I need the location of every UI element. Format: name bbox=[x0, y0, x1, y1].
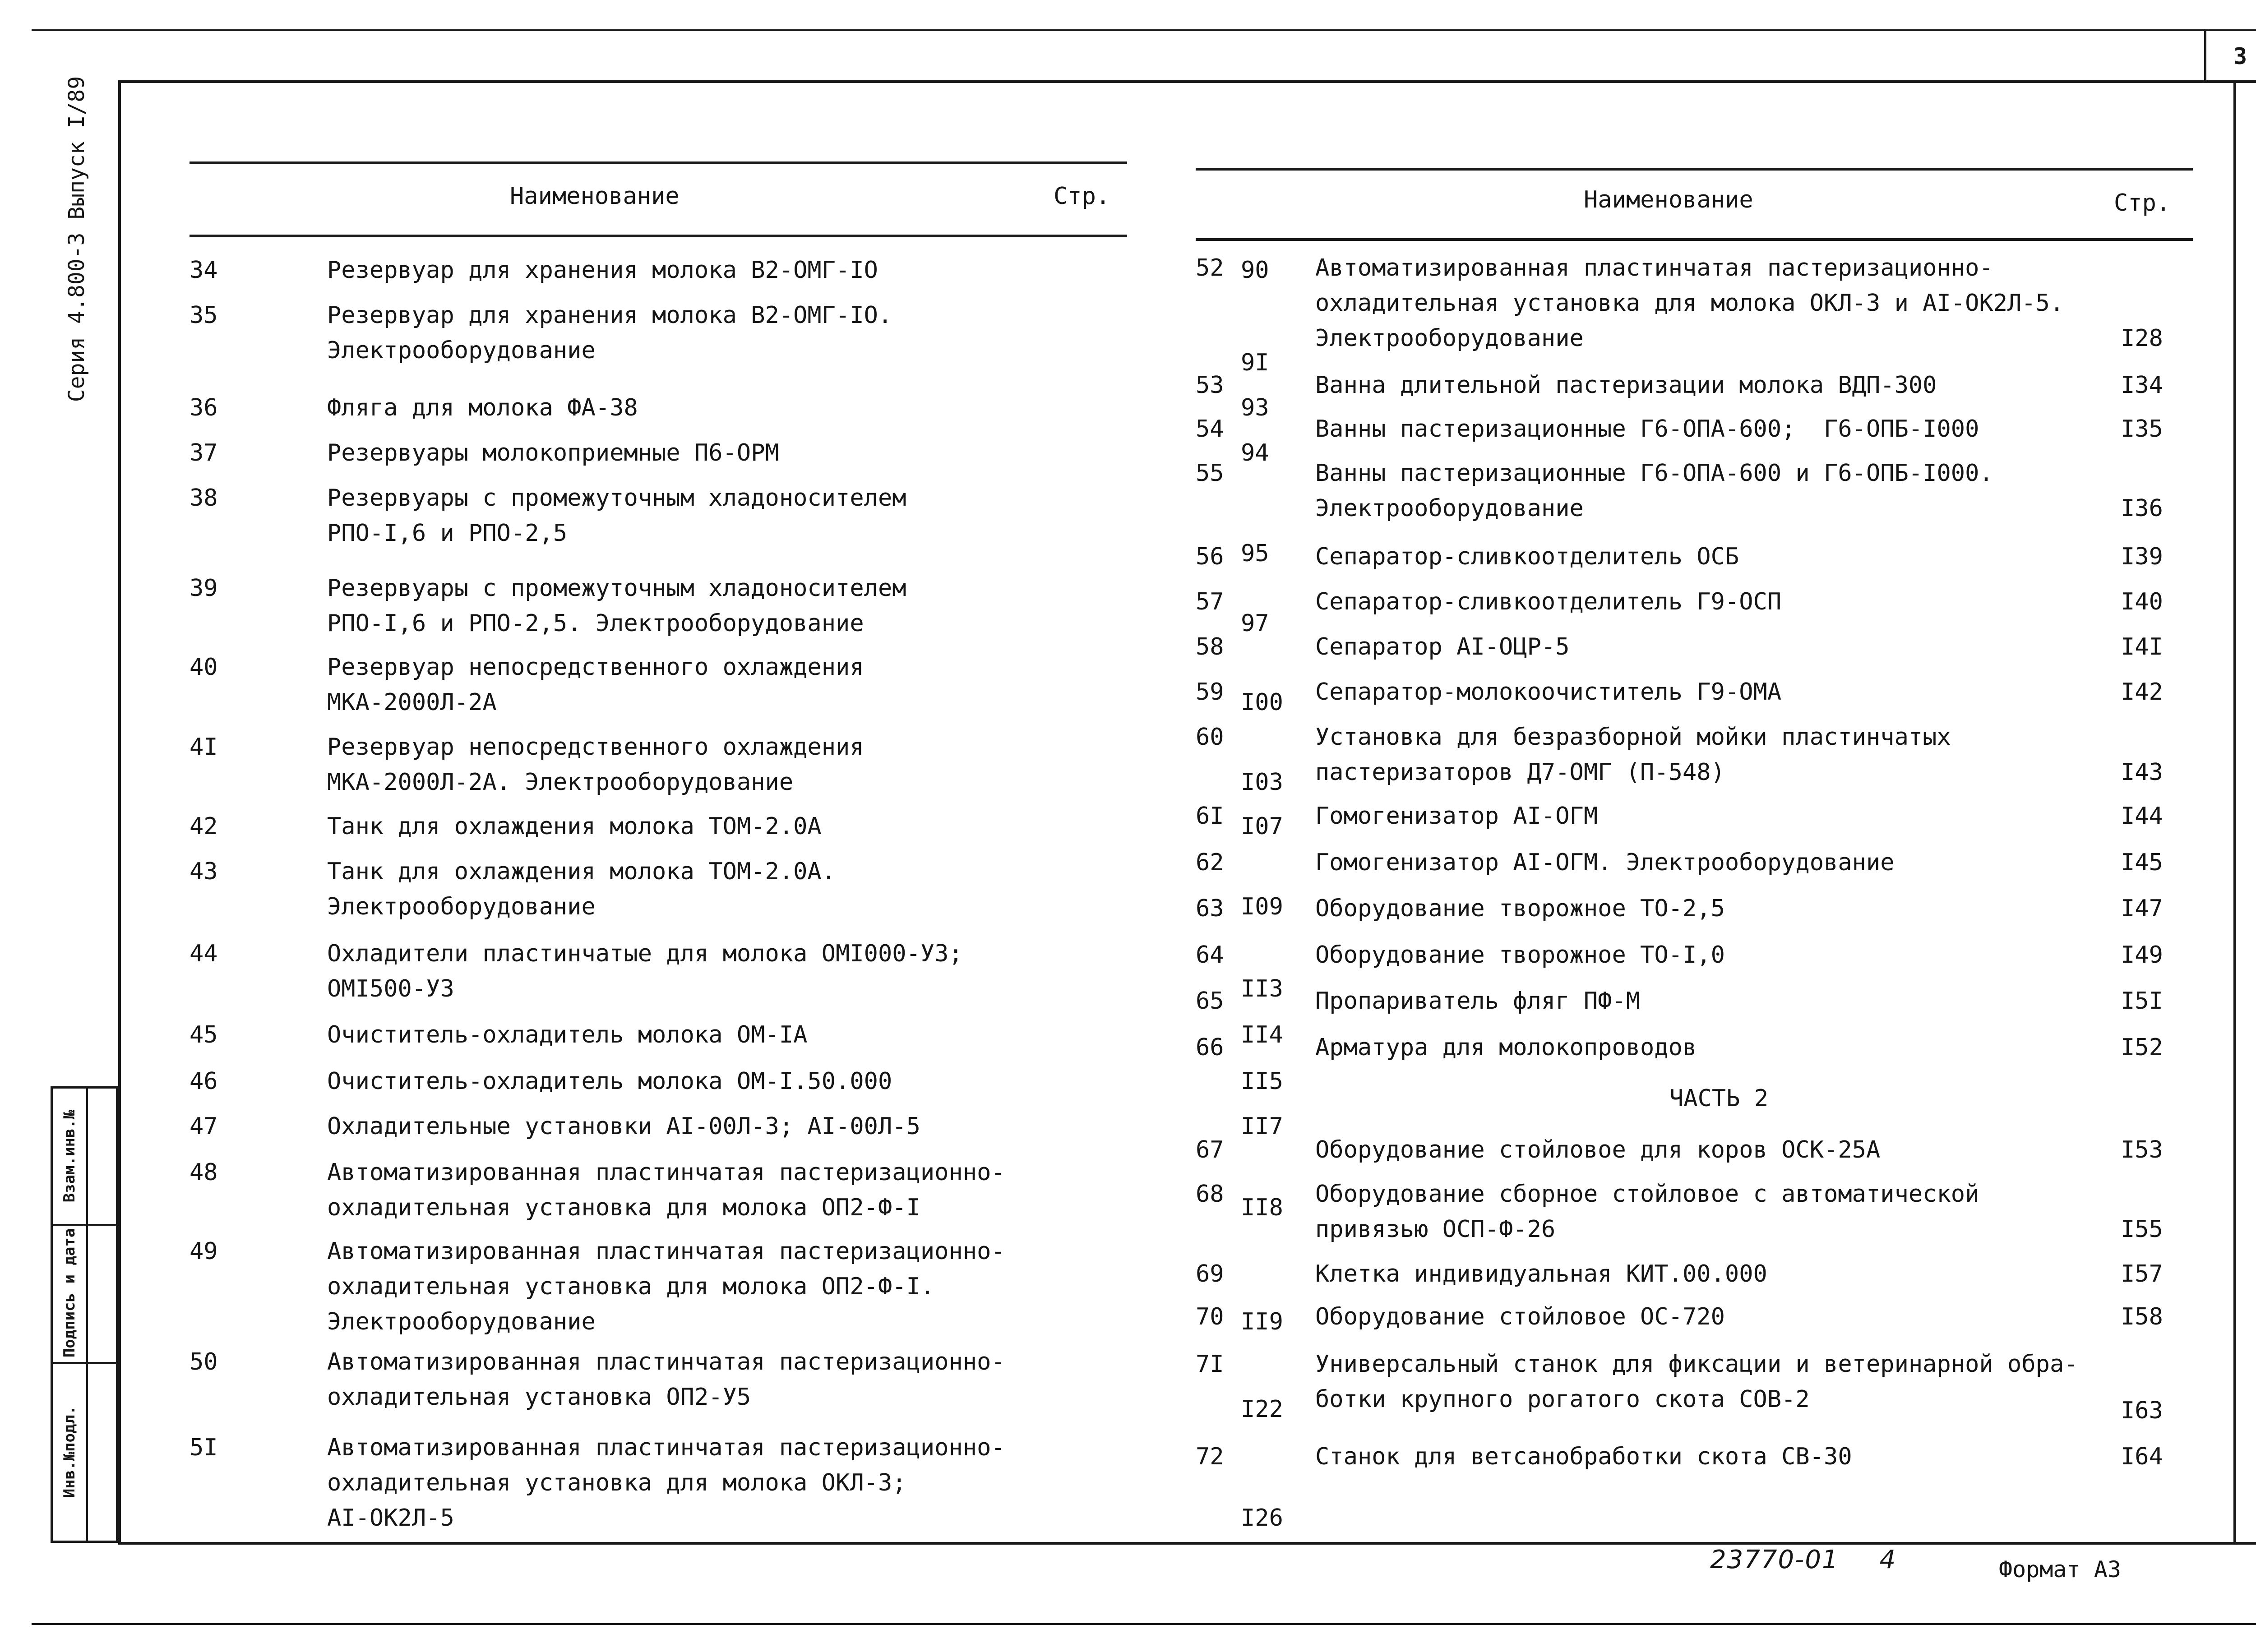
entry-number: 54 bbox=[1196, 415, 1224, 443]
entry-page: I53 bbox=[2121, 1136, 2163, 1163]
entry-title: Резервуар для хранения молока В2-ОМГ-IO. Электрооборудование bbox=[327, 302, 892, 364]
entry-number: 62 bbox=[1196, 849, 1224, 876]
entry-page: I34 bbox=[2121, 372, 2163, 399]
entry-title: Резервуары с промежуточным хладоносителем РПО-I,6 и РПО-2,5 bbox=[327, 485, 906, 547]
entry-page: I26 bbox=[1241, 1504, 1283, 1532]
entry-title: Ванны пастеризационные Г6-ОПА-600; Г6-ОПБ-I000 bbox=[1315, 415, 1979, 443]
entry-title: Станок для ветсанобработки скота СВ-30 bbox=[1315, 1443, 1852, 1470]
entry-title: Сепаратор-молокоочиститель Г9-ОМА bbox=[1315, 678, 1782, 706]
right-header-bottom-rule bbox=[1196, 238, 2193, 241]
right-header-name: Наименование bbox=[1584, 186, 1753, 213]
right-entry-55 bbox=[1196, 456, 2193, 526]
right-entry-59 bbox=[1196, 674, 2193, 710]
entry-page: 90 bbox=[1241, 257, 1269, 284]
entry-title: Охладительные установки АI-00Л-3; АI-00Л-5 bbox=[327, 1113, 920, 1140]
entry-page: II7 bbox=[1241, 1113, 1283, 1140]
entry-title: Сепаратор-сливкоотделитель Г9-ОСП bbox=[1315, 588, 1782, 615]
entry-title: Танк для охлаждения молока ТОМ-2.0А bbox=[327, 813, 822, 840]
entry-page: 9I bbox=[1241, 349, 1269, 376]
page-number: 3 bbox=[2233, 43, 2247, 69]
entry-title: Резервуары молокоприемные П6-ОРМ bbox=[327, 439, 779, 466]
entry-number: 68 bbox=[1196, 1181, 1224, 1208]
entry-title: Очиститель-охладитель молока ОМ-I.50.000 bbox=[327, 1068, 892, 1095]
entry-number: 60 bbox=[1196, 724, 1224, 751]
entry-number: 50 bbox=[190, 1348, 218, 1375]
entry-number: 42 bbox=[190, 813, 218, 840]
stamp-label-archive: Взам.инв.№ bbox=[60, 1110, 79, 1203]
stamp-label-original: Инв.№подл. bbox=[60, 1405, 79, 1498]
entry-page: I03 bbox=[1241, 769, 1283, 796]
entry-page: II3 bbox=[1241, 975, 1283, 1002]
right-entry-63 bbox=[1196, 891, 2193, 926]
right-entry-62 bbox=[1196, 845, 2193, 880]
entry-number: 53 bbox=[1196, 372, 1224, 399]
stamp-label-signature: Подпись и дата bbox=[60, 1228, 79, 1358]
entry-title: Автоматизированная пластинчатая пастеризационно- охладительная установка для молока ОКЛ-3 и АI-ОК2Л-5. Электрооборудование bbox=[1315, 254, 2064, 352]
entry-number: 70 bbox=[1196, 1303, 1224, 1330]
entry-page: I4I bbox=[2121, 633, 2163, 660]
entry-number: 43 bbox=[190, 858, 218, 885]
entry-page: I63 bbox=[2121, 1397, 2163, 1424]
entry-title: Сепаратор-сливкоотделитель ОСБ bbox=[1315, 543, 1739, 570]
right-entry-60 bbox=[1196, 720, 2193, 790]
entry-title: Танк для охлаждения молока ТОМ-2.0А. Электрооборудование bbox=[327, 858, 836, 920]
left-entry-35 bbox=[190, 298, 1269, 376]
entry-title: Автоматизированная пластинчатая пастеризационно- охладительная установка ОП2-У5 bbox=[327, 1348, 1005, 1411]
entry-title: Гомогенизатор АI-ОГМ bbox=[1315, 803, 1598, 830]
entry-title: Оборудование сборное стойловое с автоматической привязью ОСП-Ф-26 bbox=[1315, 1181, 1979, 1243]
entry-number: 6I bbox=[1196, 803, 1224, 830]
right-entry-56 bbox=[1196, 539, 2193, 574]
right-entry-57 bbox=[1196, 584, 2193, 619]
entry-title: Сепаратор АI-ОЦР-5 bbox=[1315, 633, 1570, 660]
entry-page: I07 bbox=[1241, 813, 1283, 840]
entry-number: 52 bbox=[1196, 254, 1224, 281]
right-entry-65 bbox=[1196, 983, 2193, 1019]
entry-title: Арматура для молокопроводов bbox=[1315, 1034, 1697, 1061]
entry-page: I42 bbox=[2121, 678, 2163, 706]
entry-number: 37 bbox=[190, 439, 218, 466]
sheet-number: 4 bbox=[1879, 1545, 1897, 1574]
entry-number: 45 bbox=[190, 1021, 218, 1048]
entry-title: Ванна длительной пастеризации молока ВДП-300 bbox=[1315, 372, 1937, 399]
entry-number: 65 bbox=[1196, 988, 1224, 1015]
right-entry-72 bbox=[1196, 1439, 2193, 1474]
right-entry-67 bbox=[1196, 1132, 2193, 1167]
entry-number: 5I bbox=[190, 1434, 218, 1461]
entry-title: Оборудование стойловое ОС-720 bbox=[1315, 1303, 1725, 1330]
entry-number: 64 bbox=[1196, 941, 1224, 969]
entry-number: 47 bbox=[190, 1113, 218, 1140]
entry-page: I5I bbox=[2121, 988, 2163, 1015]
right-entry-7I bbox=[1196, 1347, 2193, 1424]
frame-bottom bbox=[118, 1542, 2256, 1545]
entry-number: 35 bbox=[190, 302, 218, 329]
entry-page: I58 bbox=[2121, 1303, 2163, 1330]
entry-page: I52 bbox=[2121, 1034, 2163, 1061]
entry-title: Установка для безразборной мойки пластинчатых пастеризаторов Д7-ОМГ (П-548) bbox=[1315, 724, 1951, 786]
entry-title: Фляга для молока ФА-38 bbox=[327, 394, 638, 421]
entry-number: 40 bbox=[190, 654, 218, 681]
entry-title: Оборудование стойловое для коров ОСК-25А bbox=[1315, 1136, 1881, 1163]
entry-title: Ванны пастеризационные Г6-ОПА-600 и Г6-ОПБ-I000. Электрооборудование bbox=[1315, 460, 1993, 522]
entry-page: I57 bbox=[2121, 1260, 2163, 1287]
left-header-page: Стр. bbox=[1054, 183, 1110, 210]
stamp-block bbox=[51, 1086, 118, 1543]
entry-number: 72 bbox=[1196, 1443, 1224, 1470]
entry-number: 59 bbox=[1196, 678, 1224, 706]
entry-number: 67 bbox=[1196, 1136, 1224, 1163]
entry-page: I43 bbox=[2121, 759, 2163, 786]
entry-title: Автоматизированная пластинчатая пастеризационно- охладительная установка для молока ОП2-Ф-I. Электрооборудование bbox=[327, 1238, 1005, 1335]
entry-number: 48 bbox=[190, 1159, 218, 1186]
frame-right bbox=[2233, 80, 2236, 1545]
left-header-name: Наименование bbox=[510, 183, 680, 210]
entry-title: Автоматизированная пластинчатая пастеризационно- охладительная установка для молока ОКЛ-3; АI-ОК2Л-5 bbox=[327, 1434, 1005, 1532]
entry-page: 93 bbox=[1241, 394, 1269, 421]
entry-number: 49 bbox=[190, 1238, 218, 1265]
right-entry-6I bbox=[1196, 798, 2193, 834]
entry-page: I55 bbox=[2121, 1216, 2163, 1243]
right-entry-54 bbox=[1196, 411, 2193, 447]
entry-number: 36 bbox=[190, 394, 218, 421]
right-header-page: Стр. bbox=[2114, 189, 2171, 217]
footer-doc-number bbox=[1710, 1545, 1896, 1574]
entry-page: I45 bbox=[2121, 849, 2163, 876]
entry-title: Резервуар непосредственного охлаждения МКА-2000Л-2А bbox=[327, 654, 864, 716]
paper-format: Формат А3 bbox=[1999, 1556, 2121, 1583]
entry-page: I64 bbox=[2121, 1443, 2163, 1470]
entry-number: 39 bbox=[190, 575, 218, 602]
entry-number: 69 bbox=[1196, 1260, 1224, 1287]
entry-page: II4 bbox=[1241, 1021, 1283, 1048]
series-label bbox=[50, 50, 104, 429]
part-2-heading: ЧАСТЬ 2 bbox=[1669, 1085, 1769, 1112]
right-entry-70 bbox=[1196, 1299, 2193, 1334]
right-header-top-rule bbox=[1196, 168, 2193, 171]
frame-top bbox=[118, 80, 2256, 83]
entry-number: 7I bbox=[1196, 1351, 1224, 1378]
entry-number: 57 bbox=[1196, 588, 1224, 615]
entry-page: II8 bbox=[1241, 1194, 1283, 1221]
entry-page: 95 bbox=[1241, 540, 1269, 567]
right-entry-64 bbox=[1196, 937, 2193, 973]
entry-page: I09 bbox=[1241, 893, 1283, 920]
entry-title: Универсальный станок для фиксации и ветеринарной обра- ботки крупного рогатого скота СОВ-2 bbox=[1315, 1351, 2078, 1413]
entry-number: 56 bbox=[1196, 543, 1224, 570]
entry-title: Пропариватель фляг ПФ-М bbox=[1315, 988, 1641, 1015]
right-entry-69 bbox=[1196, 1256, 2193, 1292]
entry-title: Резервуары с промежуточным хладоносителем РПО-I,6 и РПО-2,5. Электрооборудование bbox=[327, 575, 906, 637]
entry-number: 44 bbox=[190, 940, 218, 967]
entry-title: Автоматизированная пластинчатая пастеризационно- охладительная установка для молока ОП2-Ф-I bbox=[327, 1159, 1005, 1221]
right-entry-53 bbox=[1196, 368, 2193, 403]
right-entry-52 bbox=[1196, 250, 2193, 356]
left-header-bottom-rule bbox=[190, 235, 1127, 237]
left-entry-46 bbox=[190, 1064, 1283, 1099]
bottom-outer-rule bbox=[32, 1623, 2256, 1625]
entry-number: 58 bbox=[1196, 633, 1224, 660]
entry-page: I22 bbox=[1241, 1396, 1283, 1423]
frame-left bbox=[118, 80, 121, 1545]
entry-title: Очиститель-охладитель молока ОМ-IА bbox=[327, 1021, 808, 1048]
entry-page: I47 bbox=[2121, 895, 2163, 922]
entry-page: I40 bbox=[2121, 588, 2163, 615]
entry-page: I39 bbox=[2121, 543, 2163, 570]
entry-page: II5 bbox=[1241, 1068, 1283, 1095]
entry-title: Оборудование творожное ТО-I,0 bbox=[1315, 941, 1725, 969]
entry-number: 46 bbox=[190, 1068, 218, 1095]
entry-page: I28 bbox=[2121, 325, 2163, 352]
entry-page: I35 bbox=[2121, 415, 2163, 443]
top-outer-rule bbox=[32, 29, 2256, 31]
left-entry-37 bbox=[190, 435, 1269, 471]
entry-page: I49 bbox=[2121, 941, 2163, 969]
entry-page: II9 bbox=[1241, 1308, 1283, 1335]
entry-page: I44 bbox=[2121, 803, 2163, 830]
entry-number: 34 bbox=[190, 257, 218, 284]
entry-number: 63 bbox=[1196, 895, 1224, 922]
entry-number: 55 bbox=[1196, 460, 1224, 487]
left-header-top-rule bbox=[190, 162, 1127, 164]
left-entry-36 bbox=[190, 390, 1269, 425]
entry-title: Оборудование творожное ТО-2,5 bbox=[1315, 895, 1725, 922]
entry-number: 38 bbox=[190, 485, 218, 512]
entry-number: 66 bbox=[1196, 1034, 1224, 1061]
entry-title: Клетка индивидуальная КИТ.00.000 bbox=[1315, 1260, 1767, 1287]
doc-number: 23770-01 bbox=[1710, 1545, 1839, 1574]
left-entry-47 bbox=[190, 1109, 1283, 1144]
right-entry-66 bbox=[1196, 1030, 2193, 1065]
entry-page: 97 bbox=[1241, 610, 1269, 637]
series-text: Серия 4.800-3 Выпуск I/89 bbox=[64, 76, 89, 402]
right-entry-68 bbox=[1196, 1177, 2193, 1247]
entry-page: I00 bbox=[1241, 689, 1283, 716]
entry-title: Охладители пластинчатые для молока ОМI000-У3; ОМI500-У3 bbox=[327, 940, 963, 1002]
entry-number: 4I bbox=[190, 734, 218, 761]
entry-title: Резервуар для хранения молока В2-ОМГ-IO bbox=[327, 257, 878, 284]
entry-page: 94 bbox=[1241, 439, 1269, 466]
right-entry-58 bbox=[1196, 629, 2193, 664]
entry-title: Резервуар непосредственного охлаждения МКА-2000Л-2А. Электрооборудование bbox=[327, 734, 864, 796]
entry-title: Гомогенизатор АI-ОГМ. Электрооборудование bbox=[1315, 849, 1895, 876]
entry-page: I36 bbox=[2121, 495, 2163, 522]
